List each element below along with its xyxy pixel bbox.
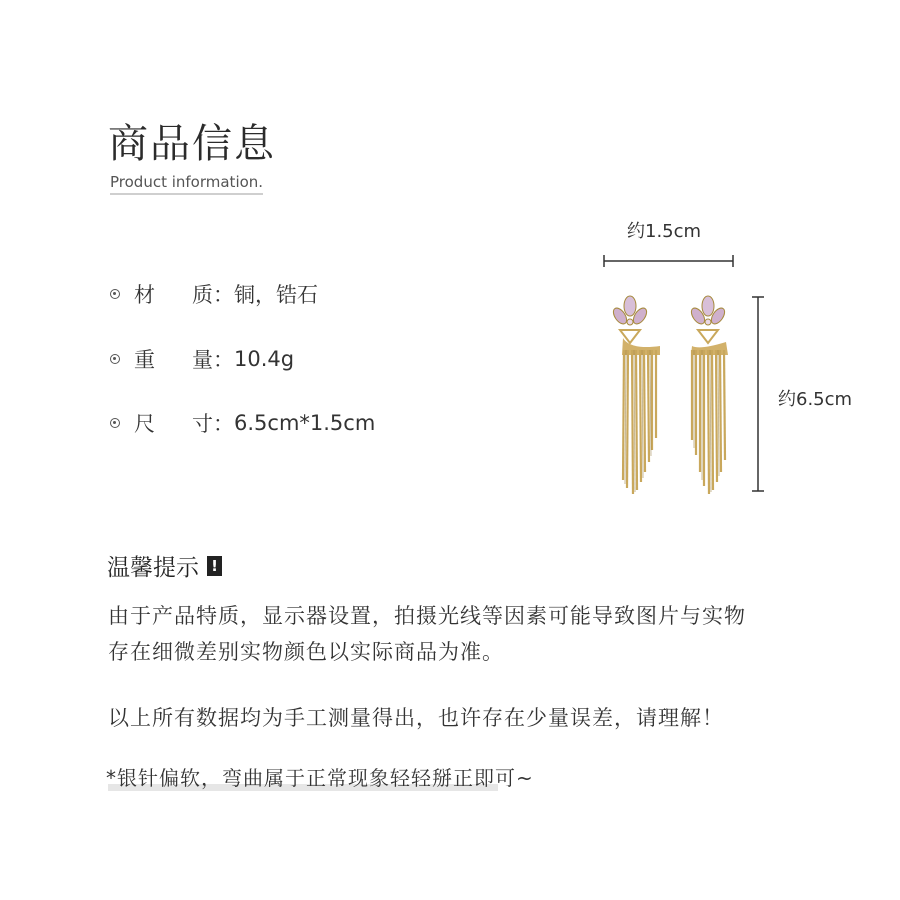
spec-key-second: 寸： [192, 412, 234, 436]
spec-key-second: 质： [192, 283, 234, 307]
spec-key-second: 量： [192, 348, 234, 372]
spec-value: 10.4g [234, 347, 295, 371]
notice-title-text: 温馨提示 [107, 555, 199, 581]
notice-line-3: 以上所有数据均为手工测量得出，也许存在少量误差，请理解！ [108, 706, 724, 730]
earring-left [611, 296, 660, 494]
spec-material [110, 279, 318, 309]
page-title: 商品信息 [108, 121, 276, 167]
spec-size [110, 408, 375, 438]
notice-line-1: 由于产品特质，显示器设置，拍摄光线等因素可能导致图片与实物 [108, 604, 746, 628]
width-dimension-line [604, 255, 733, 267]
notice-note: *银针偏软，弯曲属于正常现象轻轻掰正即可~ [106, 766, 534, 790]
notice-line-2: 存在细微差别实物颜色以实际商品为准。 [108, 640, 504, 664]
page-subtitle: Product information. [110, 173, 263, 195]
crystal-top-icon [611, 296, 650, 326]
bullet-icon [110, 354, 120, 364]
spec-value: 6.5cm*1.5cm [234, 411, 376, 435]
product-image [590, 250, 780, 510]
height-dimension-line [752, 297, 764, 491]
spec-key-first: 重 [134, 348, 155, 372]
spec-value: 铜，锆石 [234, 283, 318, 307]
spec-key-first: 材 [134, 283, 155, 307]
exclamation-icon: ! [207, 556, 222, 576]
width-label: 约1.5cm [627, 221, 702, 242]
spec-weight [110, 344, 294, 374]
spec-key-first: 尺 [134, 412, 155, 436]
bullet-icon [110, 418, 120, 428]
notice-title [107, 549, 222, 582]
earring-right [689, 296, 728, 494]
crystal-top-icon [689, 296, 728, 326]
bullet-icon [110, 289, 120, 299]
height-label: 约6.5cm [778, 389, 853, 410]
